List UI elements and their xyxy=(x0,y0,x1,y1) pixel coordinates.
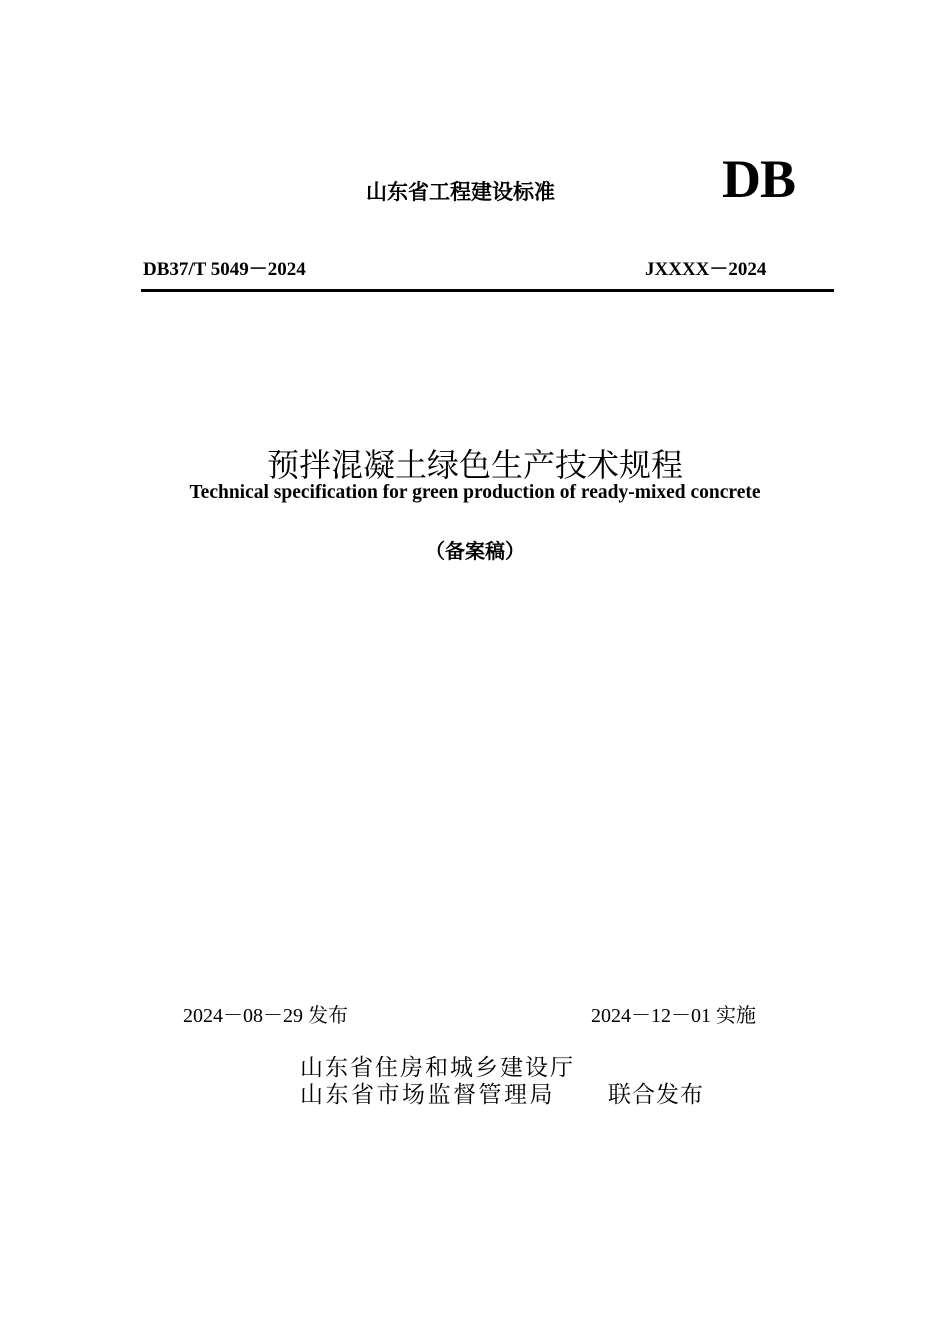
title-chinese: 预拌混凝土绿色生产技术规程 xyxy=(266,446,683,484)
publish-date: 2024－08－29 发布 xyxy=(183,1005,348,1027)
standard-category: 山东省工程建设标准 xyxy=(366,180,555,204)
issuer-market-supervision: 山东省市场监督管理局 xyxy=(300,1082,555,1108)
title-english: Technical specification for green production of ready-mixed concrete xyxy=(189,482,761,503)
header-divider xyxy=(141,289,834,292)
joint-release: 联合发布 xyxy=(608,1082,704,1108)
issuer-housing-dept: 山东省住房和城乡建设厅 xyxy=(300,1055,575,1081)
record-number: JXXXX－2024 xyxy=(645,259,767,280)
standard-number: DB37/T 5049－2024 xyxy=(143,259,306,280)
draft-note: （备案稿） xyxy=(425,539,525,563)
db-logo: DB xyxy=(722,149,796,209)
implement-date: 2024－12－01 实施 xyxy=(591,1005,756,1027)
